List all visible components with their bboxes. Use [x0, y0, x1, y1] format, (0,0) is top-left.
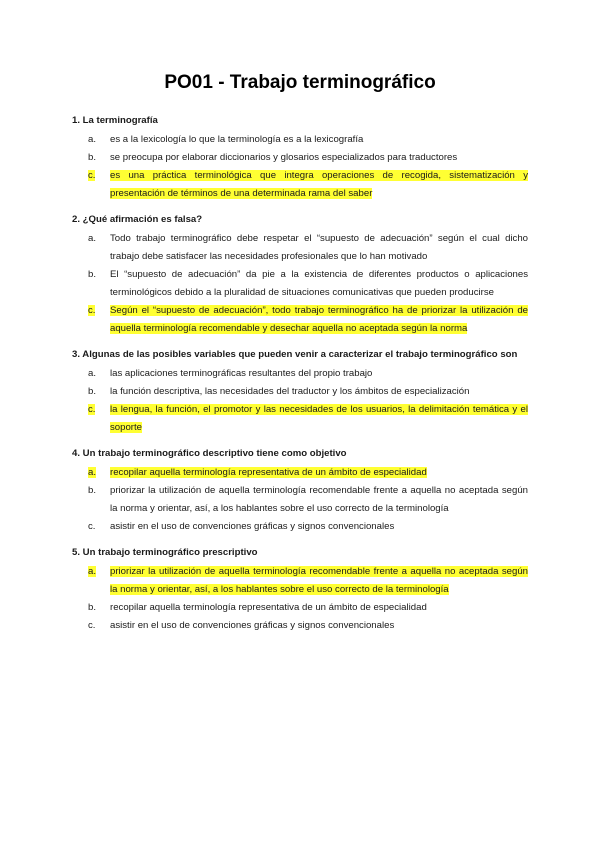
option-letter: a.	[88, 467, 97, 478]
option-b	[72, 383, 528, 401]
page-title: PO01 - Trabajo terminográfico	[164, 72, 436, 93]
option-b	[72, 149, 528, 167]
option-letter: a.	[88, 134, 97, 145]
option-text: Según el “supuesto de adecuación”, todo trabajo terminográfico ha de priorizar la utilización de aquella terminología recomendable y desechar aquella no aceptada según la norma	[110, 305, 528, 334]
option-text: priorizar la utilización de aquella terminología recomendable frente a aquella no aceptada según la norma y orientar, así, a los hablantes sobre el uso correcto de la terminología	[110, 485, 528, 514]
option-text: se preocupa por elaborar diccionarios y glosarios especializados para traductores	[110, 152, 458, 163]
option-b	[72, 482, 528, 518]
option-letter: b.	[88, 152, 97, 163]
option-letter: c.	[88, 170, 96, 181]
question-text: 3. Algunas de las posibles variables que pueden venir a caracterizar el trabajo terminográfico son	[72, 349, 518, 360]
option-b	[72, 266, 528, 302]
option-text: Todo trabajo terminográfico debe respetar el “supuesto de adecuación” según el cual dicho trabajo debe satisfacer las necesidades profesionales que lo han motivado	[110, 233, 528, 262]
question-text: 5. Un trabajo terminográfico prescriptivo	[72, 547, 258, 558]
option-text: recopilar aquella terminología representativa de un ámbito de especialidad	[110, 467, 427, 478]
option-text: asistir en el uso de convenciones gráficas y signos convencionales	[110, 620, 395, 631]
option-a	[72, 464, 528, 482]
option-text: recopilar aquella terminología representativa de un ámbito de especialidad	[110, 602, 427, 613]
option-text: El “supuesto de adecuación” da pie a la existencia de diferentes productos o aplicaciones terminológicos debido a la pluralidad de situaciones comunicativas que pueden producirse	[110, 269, 528, 298]
option-c	[72, 167, 528, 203]
option-a	[72, 230, 528, 266]
option-letter: c.	[88, 305, 96, 316]
option-text: es a la lexicología lo que la terminología es a la lexicografía	[110, 134, 364, 145]
option-text: asistir en el uso de convenciones gráficas y signos convencionales	[110, 521, 395, 532]
option-b	[72, 599, 528, 617]
option-letter: b.	[88, 602, 97, 613]
option-c	[72, 302, 528, 338]
option-letter: c.	[88, 404, 96, 415]
option-text: priorizar la utilización de aquella terminología recomendable frente a aquella no aceptada según la norma y orientar, así, a los hablantes sobre el uso correcto de la terminología	[110, 566, 528, 595]
option-a	[72, 365, 528, 383]
question-3	[72, 347, 528, 437]
option-letter: b.	[88, 269, 97, 280]
question-text: 1. La terminografía	[72, 115, 158, 126]
option-text: la lengua, la función, el promotor y las necesidades de los usuarios, la delimitación temática y el soporte	[110, 404, 528, 433]
option-letter: b.	[88, 386, 97, 397]
option-letter: b.	[88, 485, 97, 496]
question-text: 2. ¿Qué afirmación es falsa?	[72, 214, 203, 225]
option-letter: a.	[88, 566, 97, 577]
question-4	[72, 446, 528, 536]
option-a	[72, 563, 528, 599]
question-list	[72, 113, 528, 644]
question-5	[72, 545, 528, 635]
option-text: es una práctica terminológica que integra operaciones de recogida, sistematización y presentación de términos de una determinada rama del saber	[110, 170, 528, 199]
option-c	[72, 518, 528, 536]
option-text: las aplicaciones terminográficas resultantes del propio trabajo	[110, 368, 373, 379]
question-text: 4. Un trabajo terminográfico descriptivo tiene como objetivo	[72, 448, 347, 459]
option-c	[72, 401, 528, 437]
option-letter: a.	[88, 233, 97, 244]
option-c	[72, 617, 528, 635]
option-letter: c.	[88, 620, 96, 631]
option-letter: a.	[88, 368, 97, 379]
question-1	[72, 113, 528, 203]
option-text: la función descriptiva, las necesidades del traductor y los ámbitos de especialización	[110, 386, 470, 397]
option-letter: c.	[88, 521, 96, 532]
question-2	[72, 212, 528, 338]
option-a	[72, 131, 528, 149]
